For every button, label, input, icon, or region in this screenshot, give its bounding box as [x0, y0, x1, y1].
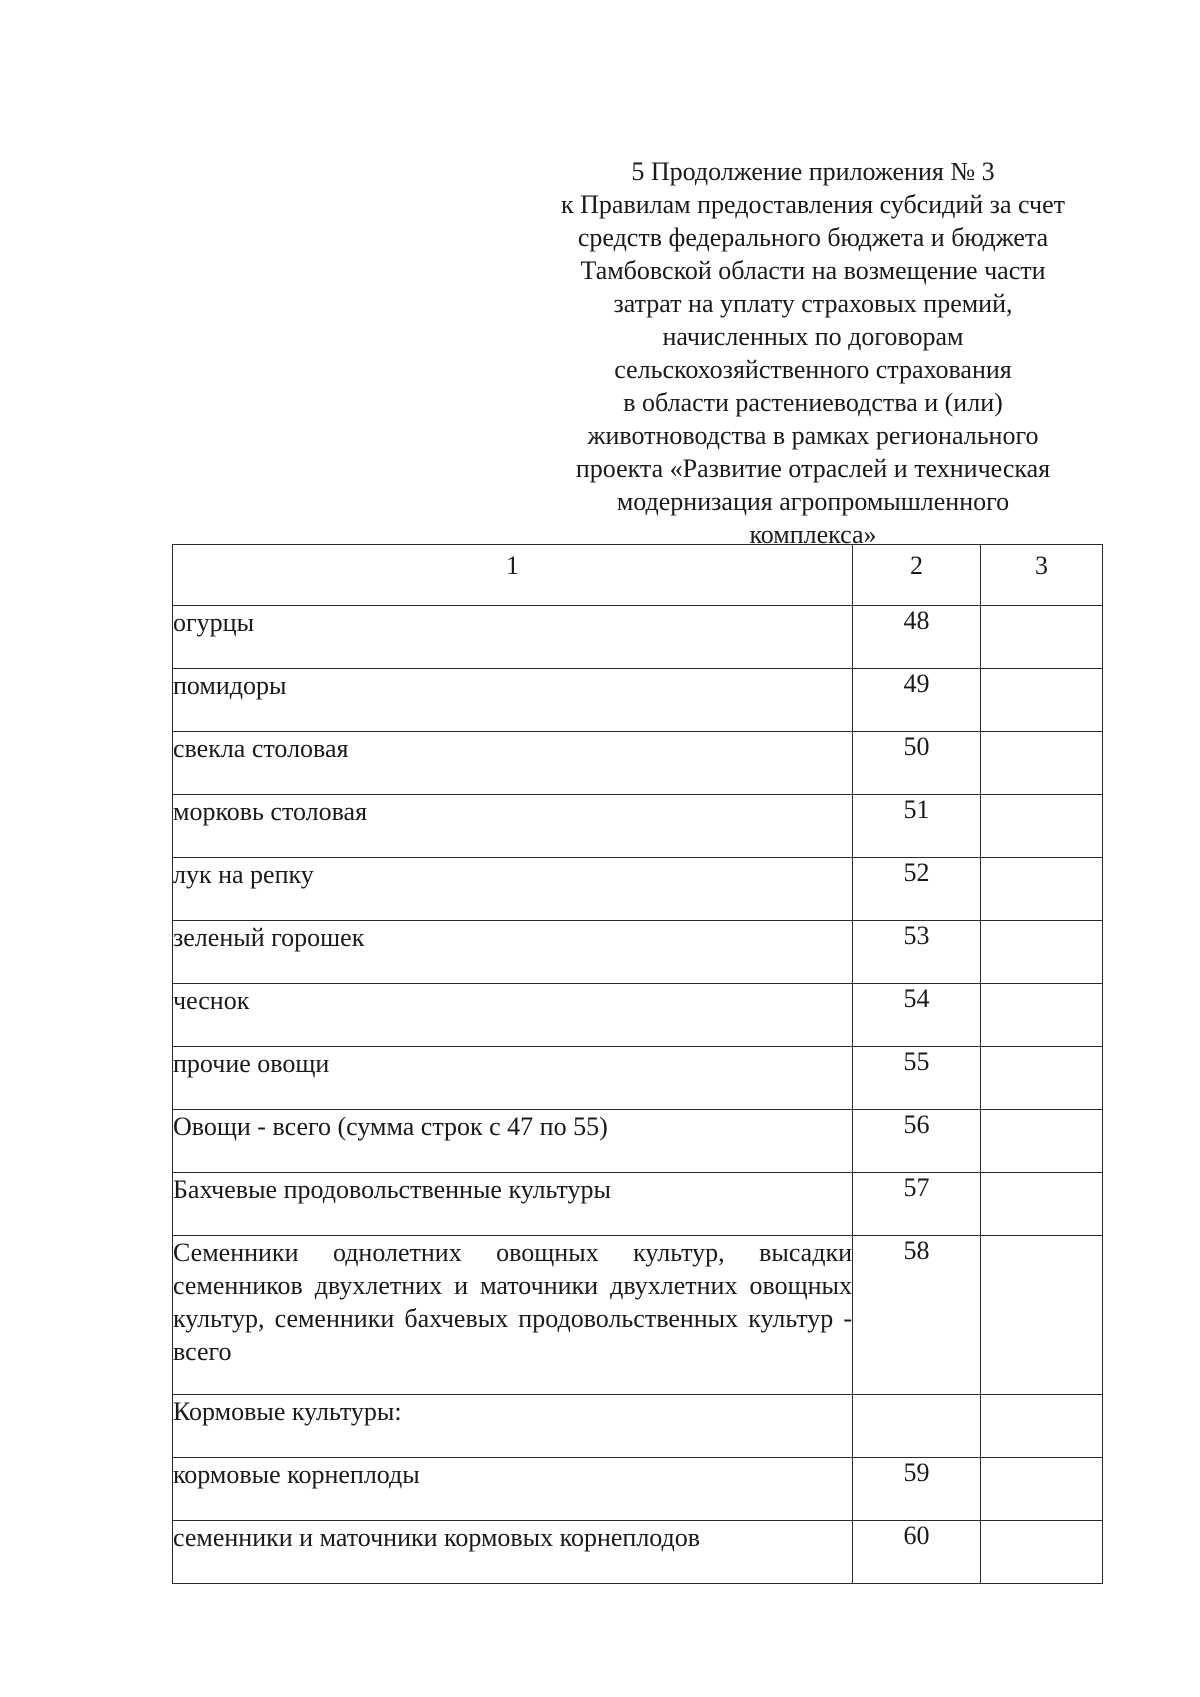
row-code: 53	[853, 921, 981, 984]
header-line: сельскохозяйственного страхования	[614, 355, 1012, 384]
header-line: к Правилам предоставления субсидий за счет	[561, 190, 1065, 219]
row-name: чеснок	[173, 984, 853, 1047]
header-line: животноводства в рамках регионального	[587, 421, 1039, 450]
table-row	[173, 795, 1103, 858]
row-code	[853, 1395, 981, 1458]
row-name: огурцы	[173, 606, 853, 669]
row-value	[981, 606, 1103, 669]
header-line: средств федерального бюджета и бюджета	[577, 223, 1049, 252]
header-line: начисленных по договорам	[662, 322, 964, 351]
header-line: Тамбовской области на возмещение части	[580, 256, 1046, 285]
table-row	[173, 984, 1103, 1047]
row-name: лук на репку	[173, 858, 853, 921]
data-table	[172, 544, 1103, 1584]
row-name: Бахчевые продовольственные культуры	[173, 1173, 853, 1236]
header-line: проекта «Развитие отраслей и техническая	[575, 454, 1051, 483]
row-value	[981, 984, 1103, 1047]
row-name: морковь столовая	[173, 795, 853, 858]
table-row	[173, 1236, 1103, 1395]
row-code: 52	[853, 858, 981, 921]
row-code: 59	[853, 1458, 981, 1521]
row-value	[981, 1236, 1103, 1395]
table-row	[173, 732, 1103, 795]
row-name: свекла столовая	[173, 732, 853, 795]
row-code: 56	[853, 1110, 981, 1173]
row-value	[981, 1395, 1103, 1458]
row-value	[981, 795, 1103, 858]
table-row	[173, 606, 1103, 669]
row-code: 49	[853, 669, 981, 732]
row-value	[981, 1047, 1103, 1110]
table-row	[173, 1110, 1103, 1173]
row-name: помидоры	[173, 669, 853, 732]
table-row	[173, 1173, 1103, 1236]
column-header: 1	[173, 545, 853, 606]
row-name: зеленый горошек	[173, 921, 853, 984]
row-value	[981, 1110, 1103, 1173]
row-value	[981, 1521, 1103, 1584]
row-value	[981, 669, 1103, 732]
row-name: Семенники однолетних овощных культур, высадки семенников двухлетних и маточники двухлетних овощных культур, семенники бахчевых продовольственных культур - всего	[173, 1236, 853, 1395]
table-row	[173, 669, 1103, 732]
row-value	[981, 1458, 1103, 1521]
row-name: Овощи - всего (сумма строк с 47 по 55)	[173, 1110, 853, 1173]
header-line: модернизация агропромышленного	[616, 487, 1010, 516]
row-code: 51	[853, 795, 981, 858]
row-name: Кормовые культуры:	[173, 1395, 853, 1458]
row-name: семенники и маточники кормовых корнеплодов	[173, 1521, 853, 1584]
row-value	[981, 1173, 1103, 1236]
row-code: 48	[853, 606, 981, 669]
row-code: 50	[853, 732, 981, 795]
column-header: 2	[853, 545, 981, 606]
header-line: в области растениеводства и (или)	[623, 388, 1003, 417]
row-code: 58	[853, 1236, 981, 1395]
appendix-header	[548, 155, 1078, 551]
row-code: 55	[853, 1047, 981, 1110]
row-code: 54	[853, 984, 981, 1047]
table-row	[173, 1047, 1103, 1110]
row-value	[981, 921, 1103, 984]
table-header-row	[173, 545, 1103, 606]
column-header: 3	[981, 545, 1103, 606]
table-row	[173, 1458, 1103, 1521]
table-row	[173, 921, 1103, 984]
header-line: комплекса»	[749, 520, 877, 549]
row-value	[981, 858, 1103, 921]
row-name: прочие овощи	[173, 1047, 853, 1110]
table-row	[173, 858, 1103, 921]
table-row	[173, 1521, 1103, 1584]
row-name: кормовые корнеплоды	[173, 1458, 853, 1521]
row-code: 57	[853, 1173, 981, 1236]
row-code: 60	[853, 1521, 981, 1584]
row-value	[981, 732, 1103, 795]
table-row	[173, 1395, 1103, 1458]
header-line: затрат на уплату страховых премий,	[613, 289, 1013, 318]
header-line: 5 Продолжение приложения № 3	[631, 157, 995, 186]
